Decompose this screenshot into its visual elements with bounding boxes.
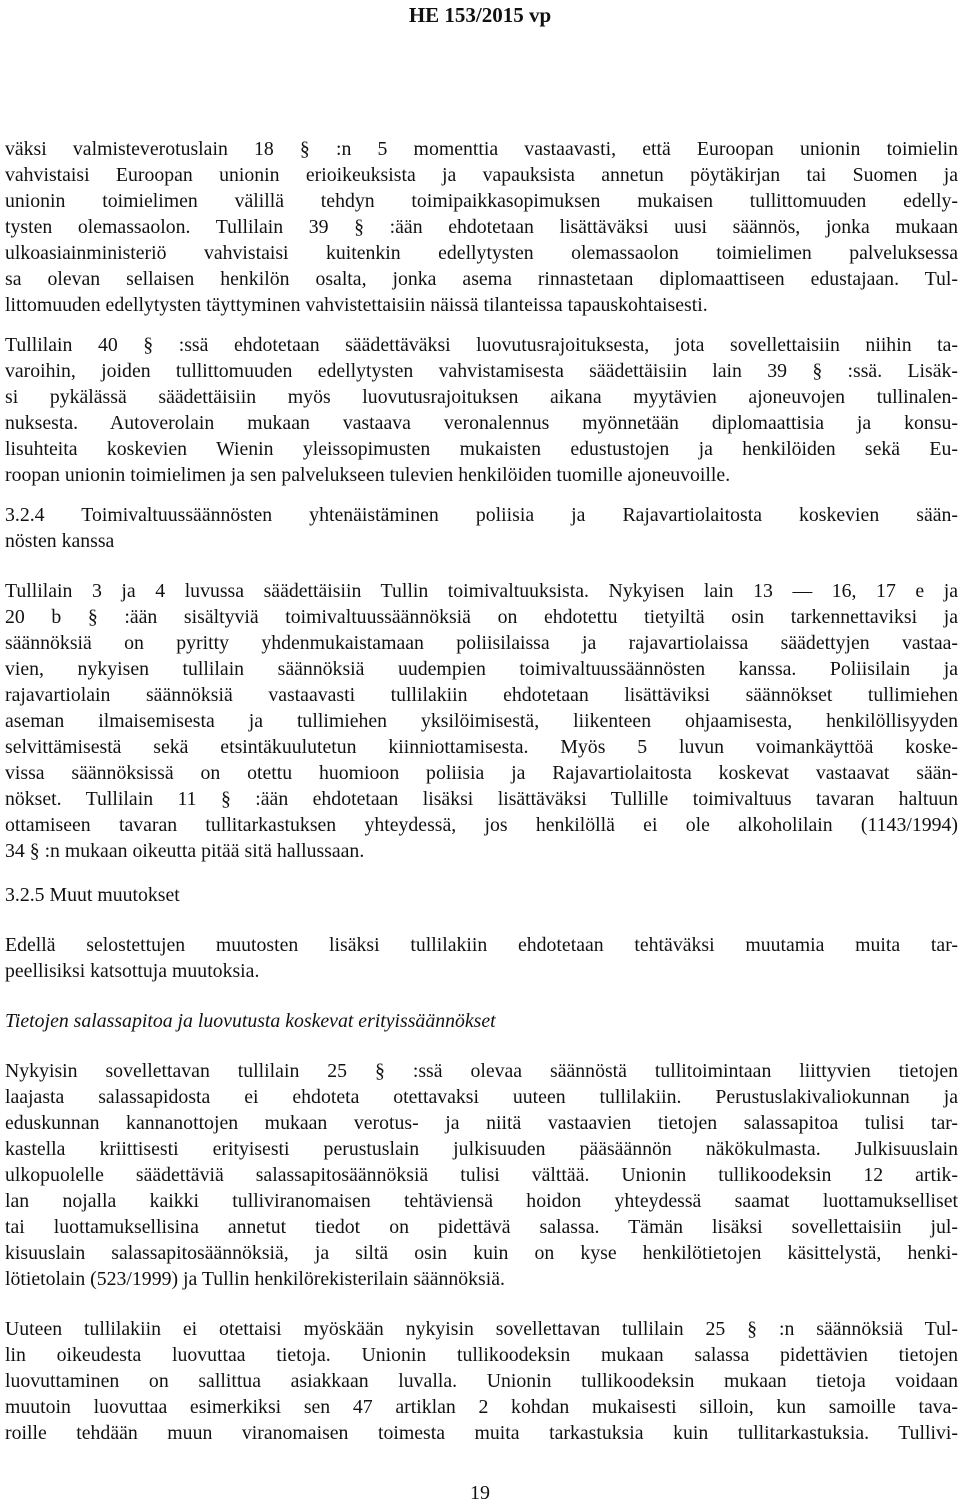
text-line: nuksesta. Autoverolain mukaan vastaava veronalennus myönnetään diplomaattisia ja konsu- (5, 412, 958, 434)
text-line: Tullilain 40 § :ssä ehdotetaan säädettäväksi luovutusrajoituksesta, jota sovellettaisiin niihin ta- (5, 334, 958, 356)
text-line: sa olevan sellaisen henkilön osalta, jonka asema rinnastetaan diplomaattiseen edustajaan. Tul- (5, 268, 958, 290)
text-line: roopan unionin toimielimen ja sen palvelukseen tulevien henkilöiden tuomille ajoneuvoille. (5, 464, 731, 486)
text-line: lisuhteita koskevien Wienin yleissopimusten mukaisten edustustojen ja henkilöiden sekä Eu- (5, 438, 958, 460)
text-line: roille tehdään muun viranomaisen toimesta muita tarkastuksia kuin tullitarkastuksia. Tullivi- (5, 1422, 958, 1444)
text-line: tai luottamuksellisina annetut tiedot on pidettävä salassa. Tämän lisäksi sovellettaisiin jul- (5, 1216, 958, 1238)
text-line: kisuuslain salassapitosäännöksiä, ja siltä osin kuin on kyse henkilötietojen käsittelystä, henki- (5, 1242, 958, 1264)
text-line: lin oikeudesta luovuttaa tietoja. Unionin tullikoodeksin mukaan salassa pidettävien tietojen (5, 1344, 958, 1366)
text-line: lötietolain (523/1999) ja Tullin henkilörekisterilain säännöksiä. (5, 1268, 505, 1290)
text-line: Nykyisin sovellettavan tullilain 25 § :ssä olevaa säännöstä tullitoimintaan liittyvien tietojen (5, 1060, 958, 1082)
text-line: Edellä selostettujen muutosten lisäksi tullilakiin ehdotetaan tehtäväksi muutamia muita tar- (5, 934, 958, 956)
subheading (5, 1008, 958, 1034)
subheading-line: Tietojen salassapitoa ja luovutusta koskevat erityissäännökset (5, 1010, 496, 1032)
page-number: 19 (470, 1482, 490, 1504)
section-heading (5, 502, 958, 554)
text-line: vien, nykyisen tullilain säännöksiä uudempien toimivaltuussäännösten kanssa. Poliisilain ja (5, 658, 958, 680)
paragraph (5, 578, 958, 864)
paragraph (5, 136, 958, 318)
paragraph (5, 1316, 958, 1446)
text-line: muutoin luovuttaa esimerkiksi sen 47 artiklan 2 kohdan mukaisesti silloin, kun samoille tava- (5, 1396, 958, 1418)
paragraph (5, 332, 958, 488)
page-header: HE 153/2015 vp (408, 3, 552, 27)
text-line: ulkoasiainministeriö vahvistaisi kuitenkin edellytysten olemassaolon toimielimen palveluksessa (5, 242, 958, 264)
text-line: si pykälässä säädettäisiin myös luovutusrajoituksen aikana myytävien ajoneuvojen tullinalen- (5, 386, 958, 408)
text-line: lan nojalla kaikki tulliviranomaisen tehtäviensä hoidon yhteydessä saamat luottamukselliset (5, 1190, 958, 1212)
paragraph (5, 932, 958, 984)
text-line: laajasta salassapidosta ei ehdoteta otettavaksi uuteen tullilakiin. Perustuslakivaliokunnan ja (5, 1086, 958, 1108)
document-body (5, 136, 958, 1446)
text-line: vissa säännöksissä on otettu huomioon poliisia ja Rajavartiolaitosta koskevat vastaavat sään- (5, 762, 958, 784)
text-line: tysten olemassaolon. Tullilain 39 § :ään ehdotetaan lisättäväksi uusi säännös, jonka mukaan (5, 216, 958, 238)
text-line: luovuttaminen on sallittua asiakkaan luvalla. Unionin tullikoodeksin mukaan tietoja voidaan (5, 1370, 958, 1392)
text-line: peellisiksi katsottuja muutoksia. (5, 960, 260, 982)
paragraph (5, 1058, 958, 1292)
text-line: varoihin, joiden tullittomuuden edellytysten vahvistamisesta säädettäisiin lain 39 § :ssä. Lisäk- (5, 360, 958, 382)
text-line: littomuuden edellytysten täyttyminen vahvistettaisiin näissä tilanteissa tapauskohtaisesti. (5, 294, 708, 316)
text-line: kastella kriittisesti erityisesti perustuslain julkisuuden pääsäännön näkökulmasta. Julkisuuslain (5, 1138, 958, 1160)
text-line: 20 b § :ään sisältyviä toimivaltuussäännöksiä on ehdotettu tietyiltä osin tarkennettaviksi ja (5, 606, 958, 628)
text-line: rajavartiolain säännöksiä vastaavasti tullilakiin ehdotetaan lisättäviksi säännökset tullimiehen (5, 684, 958, 706)
section-heading (5, 882, 958, 908)
text-line: ulkopuolelle säädettäviä salassapitosäännöksiä tulisi välttää. Unionin tullikoodeksin 12 artik- (5, 1164, 958, 1186)
text-line: unionin toimielimen välillä tehdyn toimipaikkasopimuksen mukaisen tullittomuuden edelly- (5, 190, 958, 212)
text-line: aseman ilmaisemisesta ja tullimiehen yksilöimisestä, liikenteen ohjaamisesta, henkilöllisyyden (5, 710, 958, 732)
text-line: vahvistaisi Euroopan unionin erioikeuksista ja vapauksista annetun pöytäkirjan tai Suomen ja (5, 164, 958, 186)
text-line: ottamiseen tavaran tullitarkastuksen yhteydessä, jos henkilöllä ei ole alkoholilain (1143/1994) (5, 814, 958, 836)
text-line: Uuteen tullilakiin ei otettaisi myöskään nykyisin sovellettavan tullilain 25 § :n säännöksiä Tul- (5, 1318, 958, 1340)
text-line: väksi valmisteverotuslain 18 § :n 5 momenttia vastaavasti, että Euroopan unionin toimielin (5, 138, 958, 160)
text-line: Tullilain 3 ja 4 luvussa säädettäisiin Tullin toimivaltuuksista. Nykyisen lain 13 — 16, 17 e ja (5, 580, 958, 602)
text-line: selvittämisestä sekä etsintäkuulutetun kiinniottamisesta. Myös 5 luvun voimankäyttöä koske- (5, 736, 958, 758)
heading-line: nösten kanssa (5, 530, 115, 552)
heading-line: 3.2.4 Toimivaltuussäännösten yhtenäistäminen poliisia ja Rajavartiolaitosta koskevien sään- (5, 504, 958, 526)
text-line: eduskunnan kannanottojen mukaan verotus- ja niitä vastaavien tietojen salassapitoa tulisi tar- (5, 1112, 958, 1134)
text-line: 34 § :n mukaan oikeutta pitää sitä hallussaan. (5, 840, 365, 862)
text-line: nökset. Tullilain 11 § :ään ehdotetaan lisäksi lisättäväksi Tullille toimivaltuus tavaran haltuun (5, 788, 958, 810)
text-line: säännöksiä on pyritty yhdenmukaistamaan poliisilaissa ja rajavartiolaissa säädettyjen vastaa- (5, 632, 958, 654)
heading-line: 3.2.5 Muut muutokset (5, 884, 180, 906)
